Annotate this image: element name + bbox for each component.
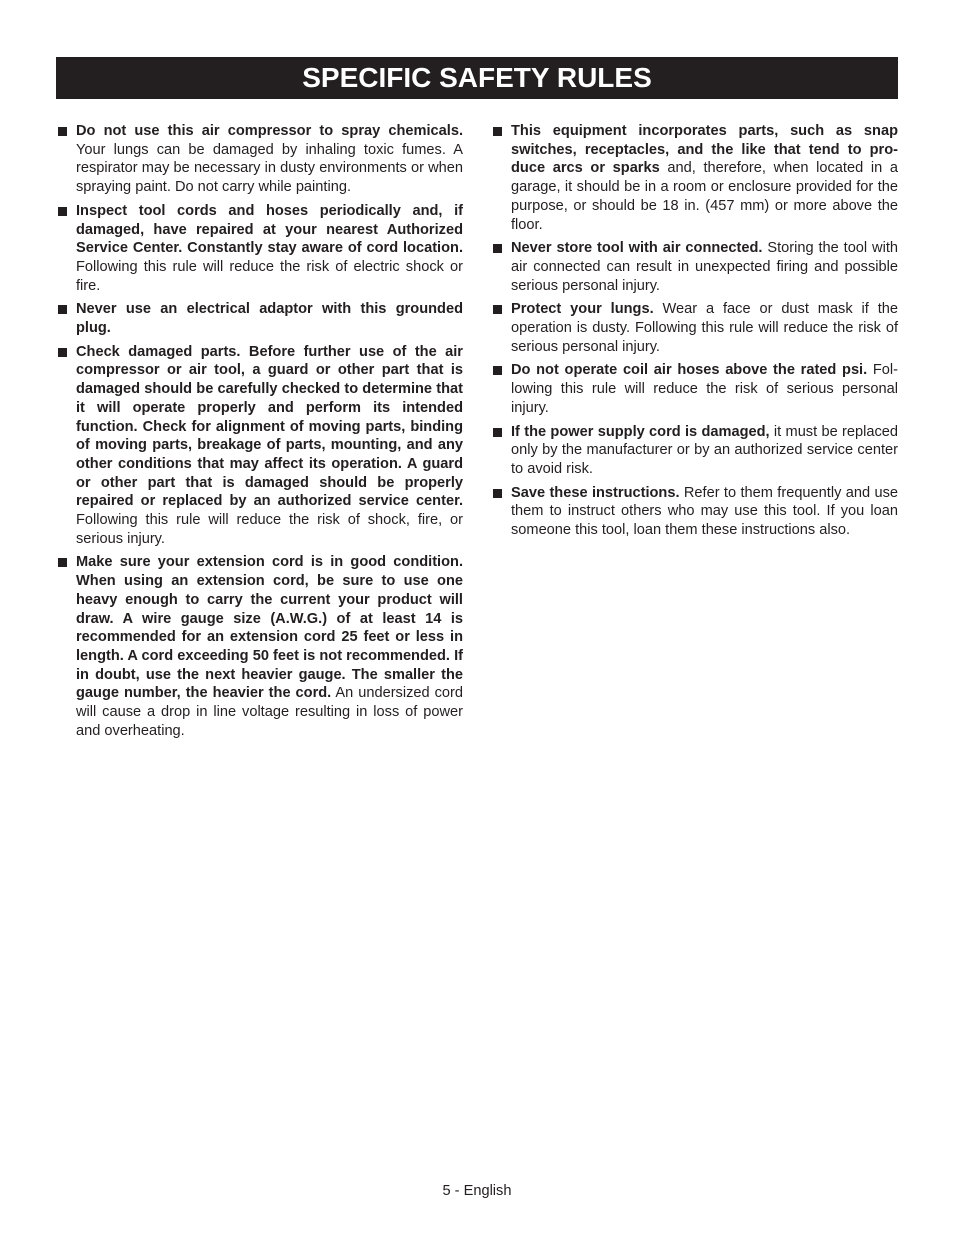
safety-rule [491,300,898,356]
square-bullet-icon [58,305,67,314]
safety-rule [491,239,898,295]
rule-lead: Do not use this air compressor to spray chemicals. [76,123,463,139]
rule-text: Wear a face or dust mask if the operation is dusty. Following this rule will reduce the risk of serious personal injury. [511,301,898,355]
safety-rule [491,484,898,540]
rule-lead: Inspect tool cords and hoses periodically and, if damaged, have repaired at your nearest Authorized Service Center. Constantly stay aware of cord location. [76,202,463,257]
page-footer: 5 - English [442,1183,512,1199]
rule-lead: Never store tool with air connected. [511,240,763,257]
safety-rule [491,122,898,234]
rule-text: and, therefore, when located in a garage, it should be in a room or enclosure provided for the purpose, or should be 18 in. (457 mm) or more above the floor. [511,160,898,233]
square-bullet-icon [58,558,67,567]
square-bullet-icon [493,305,502,314]
rule-text: Storing the tool with air connected can result in unexpected firing and possible serious personal injury. [511,240,898,294]
rule-text: it must be replaced only by the manufacturer or by an authorized service center to avoid risk. [511,423,898,477]
rule-lead: Never use an electrical adaptor with this grounded plug. [76,301,463,337]
rule-text: Following this rule will reduce the risk of electric shock or fire. [76,258,463,294]
square-bullet-icon [58,127,67,136]
rule-lead: Make sure your extension cord is in good condition. When using an extension cord, be sure to use one heavy enough to carry the current your product will draw. A wire gauge size (A.W.G.) of at least 14 is recommended for an extension cord 25 feet or less in length. A cord exceeding 50 feet is not recommended. If in doubt, use the next heavier gauge. The smaller the gauge number, the heavier the cord. [76,554,463,702]
square-bullet-icon [493,489,502,498]
square-bullet-icon [58,348,67,357]
square-bullet-icon [493,127,502,136]
square-bullet-icon [493,428,502,437]
safety-rule [56,122,463,197]
rule-text: Your lungs can be damaged by inhaling toxic fumes. A respirator may be necessary in dusty environments or when spraying paint. Do not carry while painting. [76,141,463,196]
safety-rule [491,361,898,417]
rule-text: Fol-lowing this rule will reduce the risk of serious personal injury. [511,362,898,416]
rule-lead: Protect your lungs. [511,301,654,318]
rule-text: An undersized cord will cause a drop in line voltage resulting in loss of power and overheating. [76,685,463,739]
rule-text: Following this rule will reduce the risk of shock, fire, or serious injury. [76,512,463,547]
rule-lead: Check damaged parts. Before further use of the air compressor or air tool, a guard or other part that is damaged should be carefully checked to determine that it will operate properly and perform its intended function. Check for alignment of moving parts, binding of moving parts, breakage of parts, mounting, and any other conditions that may affect its operation. A guard or other part that is damaged should be properly repaired or replaced by an authorized service center. [76,343,463,510]
safety-rule [56,343,463,549]
safety-rule [56,300,463,337]
safety-rule [491,423,898,479]
left-column [56,122,463,746]
rule-lead: Save these instructions. [511,484,680,501]
rule-lead: If the power supply cord is damaged, [511,423,770,440]
square-bullet-icon [58,207,67,216]
right-column [491,122,898,545]
rule-text: Refer to them frequently and use them to instruct others who may use this tool. If you loan someone this tool, loan them these instructions also. [511,484,898,539]
square-bullet-icon [493,244,502,253]
title-bar [56,57,898,99]
square-bullet-icon [493,366,502,375]
safety-rule [56,553,463,740]
safety-rule [56,202,463,296]
page-title: SPECIFIC SAFETY RULES [302,62,652,93]
rule-lead: Do not operate coil air hoses above the rated psi. [511,362,868,379]
rule-lead: This equipment incorporates parts, such as snap switches, receptacles, and the like that tend to pro-duce arcs or sparks [511,123,898,177]
